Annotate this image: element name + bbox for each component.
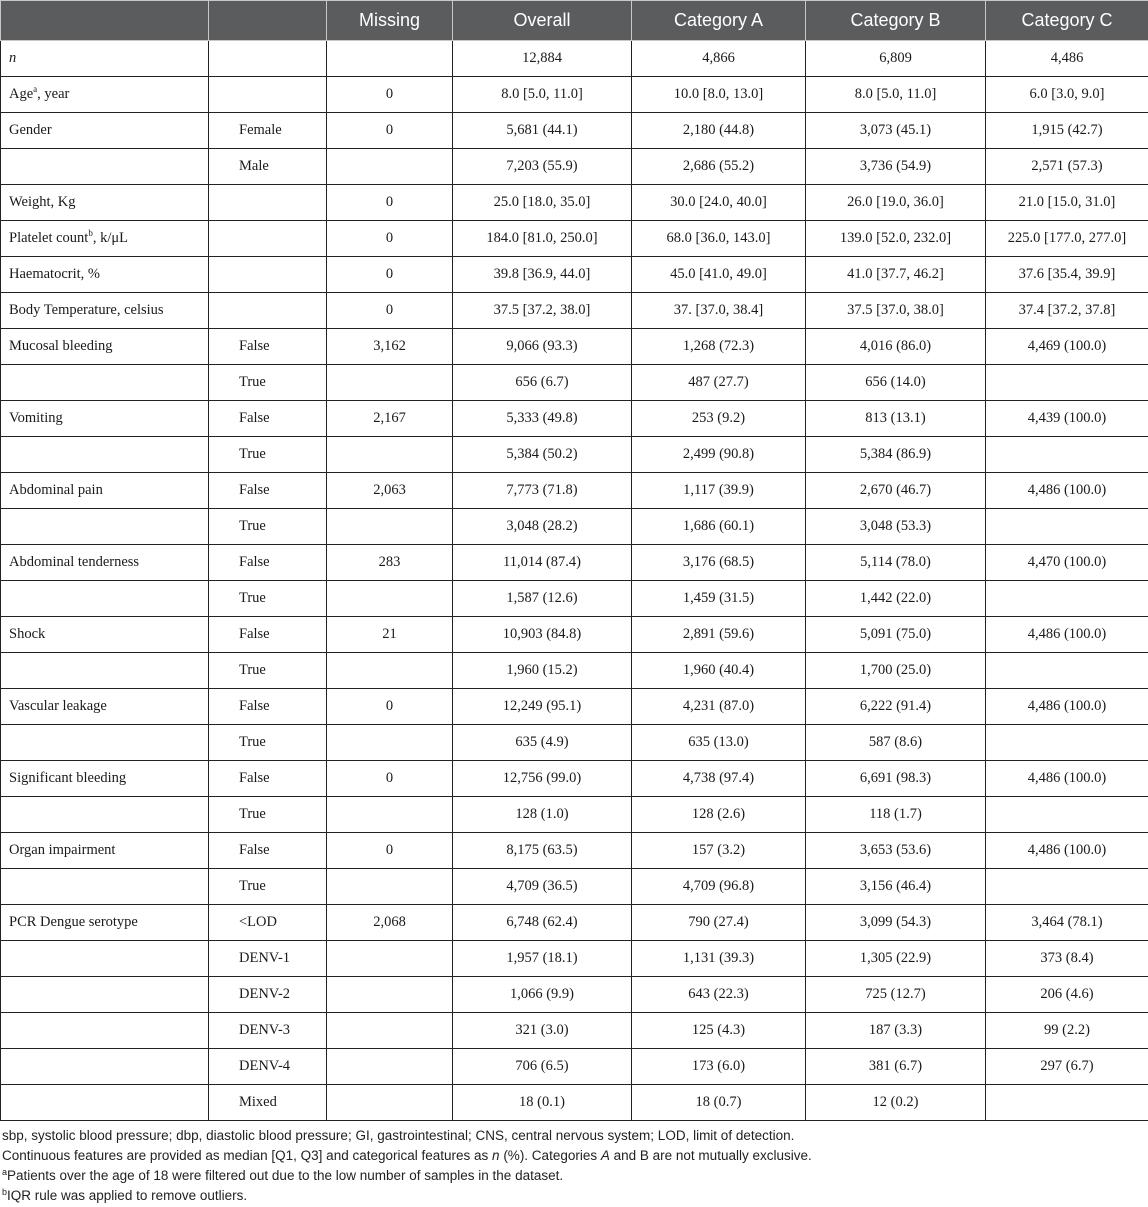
cell-category-b: 187 (3.3) bbox=[806, 1013, 986, 1049]
header-missing: Missing bbox=[327, 1, 453, 41]
footnote-marker-b: b bbox=[88, 228, 93, 238]
table-row bbox=[1, 293, 1148, 329]
cell-category-a: 173 (6.0) bbox=[632, 1049, 806, 1085]
row-label bbox=[1, 1085, 209, 1121]
row-label: Weight, Kg bbox=[1, 185, 209, 221]
cell-category-b: 1,305 (22.9) bbox=[806, 941, 986, 977]
table-row bbox=[1, 869, 1148, 905]
row-label: PCR Dengue serotype bbox=[1, 905, 209, 941]
cell-category-c: 4,439 (100.0) bbox=[986, 401, 1148, 437]
cell-missing: 2,063 bbox=[327, 473, 453, 509]
table-body-section-1 bbox=[1, 113, 1148, 221]
cell-category-a: 2,686 (55.2) bbox=[632, 149, 806, 185]
cell-category-c: 225.0 [177.0, 277.0] bbox=[986, 221, 1148, 257]
cell-overall: 25.0 [18.0, 35.0] bbox=[453, 185, 632, 221]
cell-category-c: 373 (8.4) bbox=[986, 941, 1148, 977]
cell-missing bbox=[327, 797, 453, 833]
row-sublabel: <LOD bbox=[209, 905, 327, 941]
cell-category-a: 18 (0.7) bbox=[632, 1085, 806, 1121]
cell-category-c: 3,464 (78.1) bbox=[986, 905, 1148, 941]
table-row bbox=[1, 977, 1148, 1013]
row-sublabel: False bbox=[209, 329, 327, 365]
header-category-b: Category B bbox=[806, 1, 986, 41]
cell-overall: 3,048 (28.2) bbox=[453, 509, 632, 545]
cell-category-a: 4,709 (96.8) bbox=[632, 869, 806, 905]
cell-overall: 9,066 (93.3) bbox=[453, 329, 632, 365]
cell-overall: 5,333 (49.8) bbox=[453, 401, 632, 437]
row-label: Organ impairment bbox=[1, 833, 209, 869]
row-label: Haematocrit, % bbox=[1, 257, 209, 293]
row-label: Vomiting bbox=[1, 401, 209, 437]
cell-category-a: 487 (27.7) bbox=[632, 365, 806, 401]
cell-category-c: 4,486 bbox=[986, 41, 1148, 77]
row-sublabel: True bbox=[209, 725, 327, 761]
table-row bbox=[1, 941, 1148, 977]
cell-category-c: 1,915 (42.7) bbox=[986, 113, 1148, 149]
cell-category-b: 3,099 (54.3) bbox=[806, 905, 986, 941]
cell-missing: 21 bbox=[327, 617, 453, 653]
footnotes bbox=[0, 1126, 1148, 1206]
cell-category-b: 5,114 (78.0) bbox=[806, 545, 986, 581]
cell-category-b: 12 (0.2) bbox=[806, 1085, 986, 1121]
cell-category-c: 21.0 [15.0, 31.0] bbox=[986, 185, 1148, 221]
cell-category-a: 1,117 (39.9) bbox=[632, 473, 806, 509]
table-row bbox=[1, 329, 1148, 365]
cell-overall: 1,066 (9.9) bbox=[453, 977, 632, 1013]
row-sublabel: False bbox=[209, 401, 327, 437]
cell-overall: 4,709 (36.5) bbox=[453, 869, 632, 905]
footnote-marker-a: a bbox=[33, 84, 38, 94]
cell-overall: 12,884 bbox=[453, 41, 632, 77]
row-sublabel bbox=[209, 77, 327, 113]
cell-category-c bbox=[986, 725, 1148, 761]
cell-category-a: 2,891 (59.6) bbox=[632, 617, 806, 653]
table-row bbox=[1, 689, 1148, 725]
cell-overall: 12,249 (95.1) bbox=[453, 689, 632, 725]
cell-category-c bbox=[986, 653, 1148, 689]
cell-category-c bbox=[986, 797, 1148, 833]
row-sublabel bbox=[209, 257, 327, 293]
cell-overall: 7,203 (55.9) bbox=[453, 149, 632, 185]
cell-overall: 37.5 [37.2, 38.0] bbox=[453, 293, 632, 329]
table-row bbox=[1, 365, 1148, 401]
table-row bbox=[1, 797, 1148, 833]
cell-category-c: 6.0 [3.0, 9.0] bbox=[986, 77, 1148, 113]
row-label bbox=[1, 437, 209, 473]
row-label bbox=[1, 509, 209, 545]
cell-category-c: 37.6 [35.4, 39.9] bbox=[986, 257, 1148, 293]
age-label: Age bbox=[9, 86, 34, 102]
cell-overall: 656 (6.7) bbox=[453, 365, 632, 401]
cell-overall: 1,957 (18.1) bbox=[453, 941, 632, 977]
header-overall: Overall bbox=[453, 1, 632, 41]
cell-overall: 7,773 (71.8) bbox=[453, 473, 632, 509]
row-sublabel: DENV-4 bbox=[209, 1049, 327, 1085]
cell-category-c: 4,486 (100.0) bbox=[986, 761, 1148, 797]
cell-category-c: 2,571 (57.3) bbox=[986, 149, 1148, 185]
cell-missing bbox=[327, 437, 453, 473]
cell-category-b: 3,653 (53.6) bbox=[806, 833, 986, 869]
cell-category-b: 4,016 (86.0) bbox=[806, 329, 986, 365]
cell-missing bbox=[327, 725, 453, 761]
cell-missing bbox=[327, 41, 453, 77]
row-sublabel: Male bbox=[209, 149, 327, 185]
table-row bbox=[1, 221, 1148, 257]
cell-category-b: 37.5 [37.0, 38.0] bbox=[806, 293, 986, 329]
cell-category-a: 1,131 (39.3) bbox=[632, 941, 806, 977]
cell-category-c bbox=[986, 437, 1148, 473]
row-sublabel bbox=[209, 185, 327, 221]
footnote-a-marker: a bbox=[2, 1167, 8, 1177]
cell-category-c: 99 (2.2) bbox=[986, 1013, 1148, 1049]
cell-category-b: 8.0 [5.0, 11.0] bbox=[806, 77, 986, 113]
table-row bbox=[1, 545, 1148, 581]
cell-missing: 0 bbox=[327, 257, 453, 293]
cell-category-a: 125 (4.3) bbox=[632, 1013, 806, 1049]
cell-overall: 6,748 (62.4) bbox=[453, 905, 632, 941]
cell-overall: 5,384 (50.2) bbox=[453, 437, 632, 473]
table-row bbox=[1, 77, 1148, 113]
cell-category-b: 5,384 (86.9) bbox=[806, 437, 986, 473]
footnote-summary-text: Continuous features are provided as median [Q1, Q3] and categorical features as bbox=[2, 1148, 493, 1163]
platelet-label-unit: , k/μL bbox=[92, 230, 128, 246]
cell-category-a: 2,499 (90.8) bbox=[632, 437, 806, 473]
row-label: Abdominal pain bbox=[1, 473, 209, 509]
cell-category-a: 635 (13.0) bbox=[632, 725, 806, 761]
cell-category-c: 4,486 (100.0) bbox=[986, 617, 1148, 653]
table-row bbox=[1, 113, 1148, 149]
cell-category-b: 5,091 (75.0) bbox=[806, 617, 986, 653]
cell-missing: 283 bbox=[327, 545, 453, 581]
cell-missing: 0 bbox=[327, 185, 453, 221]
row-label bbox=[1, 977, 209, 1013]
table-row bbox=[1, 1013, 1148, 1049]
cell-missing bbox=[327, 509, 453, 545]
cell-missing bbox=[327, 581, 453, 617]
row-sublabel bbox=[209, 41, 327, 77]
cell-category-a: 1,686 (60.1) bbox=[632, 509, 806, 545]
table-row bbox=[1, 833, 1148, 869]
header-row bbox=[1, 1, 1148, 41]
row-label bbox=[1, 653, 209, 689]
footnote-b-text: IQR rule was applied to remove outliers. bbox=[7, 1188, 248, 1203]
cell-category-b: 1,442 (22.0) bbox=[806, 581, 986, 617]
cell-category-a: 2,180 (44.8) bbox=[632, 113, 806, 149]
cell-category-c: 4,486 (100.0) bbox=[986, 689, 1148, 725]
cell-category-a: 30.0 [24.0, 40.0] bbox=[632, 185, 806, 221]
row-sublabel: Mixed bbox=[209, 1085, 327, 1121]
row-label: Significant bleeding bbox=[1, 761, 209, 797]
cell-missing bbox=[327, 1049, 453, 1085]
cell-category-c: 4,470 (100.0) bbox=[986, 545, 1148, 581]
cell-category-a: 1,459 (31.5) bbox=[632, 581, 806, 617]
footnote-summary-text: and B are not mutually exclusive. bbox=[609, 1148, 812, 1163]
cell-category-b: 6,691 (98.3) bbox=[806, 761, 986, 797]
footnote-b-marker: b bbox=[2, 1187, 8, 1197]
cell-missing: 0 bbox=[327, 113, 453, 149]
cell-category-c bbox=[986, 869, 1148, 905]
table-row bbox=[1, 617, 1148, 653]
cell-overall: 1,960 (15.2) bbox=[453, 653, 632, 689]
row-sublabel: True bbox=[209, 653, 327, 689]
cell-category-a: 68.0 [36.0, 143.0] bbox=[632, 221, 806, 257]
row-label: Shock bbox=[1, 617, 209, 653]
footnote-summary-text: (%). Categories bbox=[499, 1148, 601, 1163]
cell-missing bbox=[327, 1085, 453, 1121]
footnote-summary-n: n bbox=[492, 1148, 500, 1163]
row-sublabel: True bbox=[209, 365, 327, 401]
cell-category-c: 206 (4.6) bbox=[986, 977, 1148, 1013]
table-row bbox=[1, 401, 1148, 437]
footnote-a bbox=[0, 1166, 1148, 1186]
cell-category-c: 37.4 [37.2, 37.8] bbox=[986, 293, 1148, 329]
table-row bbox=[1, 653, 1148, 689]
cell-missing bbox=[327, 365, 453, 401]
table-row bbox=[1, 905, 1148, 941]
row-sublabel: True bbox=[209, 797, 327, 833]
header-category-a: Category A bbox=[632, 1, 806, 41]
cell-overall: 706 (6.5) bbox=[453, 1049, 632, 1085]
cell-category-a: 253 (9.2) bbox=[632, 401, 806, 437]
cell-missing bbox=[327, 869, 453, 905]
table-row bbox=[1, 761, 1148, 797]
cell-overall: 11,014 (87.4) bbox=[453, 545, 632, 581]
row-sublabel bbox=[209, 293, 327, 329]
row-sublabel: True bbox=[209, 581, 327, 617]
cell-missing bbox=[327, 977, 453, 1013]
age-label-unit: , year bbox=[37, 86, 70, 102]
row-label bbox=[1, 797, 209, 833]
row-sublabel: Female bbox=[209, 113, 327, 149]
table-row bbox=[1, 437, 1148, 473]
header-label bbox=[1, 1, 209, 41]
cell-category-b: 3,736 (54.9) bbox=[806, 149, 986, 185]
cell-overall: 128 (1.0) bbox=[453, 797, 632, 833]
row-sublabel: False bbox=[209, 545, 327, 581]
row-label bbox=[1, 869, 209, 905]
cell-overall: 10,903 (84.8) bbox=[453, 617, 632, 653]
cell-category-b: 3,073 (45.1) bbox=[806, 113, 986, 149]
row-label bbox=[1, 365, 209, 401]
table-body-section-2 bbox=[1, 257, 1148, 1121]
platelet-label: Platelet count bbox=[9, 230, 89, 246]
cell-overall: 8.0 [5.0, 11.0] bbox=[453, 77, 632, 113]
cell-missing: 2,068 bbox=[327, 905, 453, 941]
table-row bbox=[1, 257, 1148, 293]
cell-category-a: 1,268 (72.3) bbox=[632, 329, 806, 365]
cell-category-b: 3,048 (53.3) bbox=[806, 509, 986, 545]
row-sublabel: True bbox=[209, 437, 327, 473]
row-label bbox=[1, 149, 209, 185]
row-sublabel: True bbox=[209, 509, 327, 545]
cell-overall: 184.0 [81.0, 250.0] bbox=[453, 221, 632, 257]
cell-category-c bbox=[986, 509, 1148, 545]
cell-missing: 0 bbox=[327, 77, 453, 113]
cell-category-b: 41.0 [37.7, 46.2] bbox=[806, 257, 986, 293]
cell-category-b: 6,222 (91.4) bbox=[806, 689, 986, 725]
header-category-c: Category C bbox=[986, 1, 1148, 41]
row-label bbox=[1, 941, 209, 977]
cell-overall: 8,175 (63.5) bbox=[453, 833, 632, 869]
cell-overall: 635 (4.9) bbox=[453, 725, 632, 761]
row-sublabel: DENV-3 bbox=[209, 1013, 327, 1049]
row-sublabel bbox=[209, 221, 327, 257]
cell-missing bbox=[327, 941, 453, 977]
cell-category-c bbox=[986, 365, 1148, 401]
footnote-abbreviations: sbp, systolic blood pressure; dbp, diastolic blood pressure; GI, gastrointestinal; CNS, central nervous system; LOD, limit of detection. bbox=[2, 1128, 795, 1143]
row-sublabel: DENV-1 bbox=[209, 941, 327, 977]
cell-overall: 321 (3.0) bbox=[453, 1013, 632, 1049]
row-label: n bbox=[1, 41, 209, 77]
cell-missing: 0 bbox=[327, 293, 453, 329]
cell-category-b: 813 (13.1) bbox=[806, 401, 986, 437]
row-sublabel: True bbox=[209, 869, 327, 905]
cell-category-b: 118 (1.7) bbox=[806, 797, 986, 833]
cell-category-b: 6,809 bbox=[806, 41, 986, 77]
cell-category-b: 139.0 [52.0, 232.0] bbox=[806, 221, 986, 257]
footnote-a-text: Patients over the age of 18 were filtered out due to the low number of samples in the dataset. bbox=[7, 1168, 564, 1183]
row-label: Body Temperature, celsius bbox=[1, 293, 209, 329]
cell-overall: 18 (0.1) bbox=[453, 1085, 632, 1121]
cell-missing: 0 bbox=[327, 761, 453, 797]
cell-overall: 1,587 (12.6) bbox=[453, 581, 632, 617]
row-label bbox=[1, 581, 209, 617]
row-label bbox=[1, 221, 209, 257]
cell-category-b: 587 (8.6) bbox=[806, 725, 986, 761]
cell-category-b: 656 (14.0) bbox=[806, 365, 986, 401]
cell-missing: 2,167 bbox=[327, 401, 453, 437]
footnote-summary bbox=[0, 1146, 1148, 1166]
row-sublabel: False bbox=[209, 761, 327, 797]
row-label: Mucosal bleeding bbox=[1, 329, 209, 365]
cell-category-a: 1,960 (40.4) bbox=[632, 653, 806, 689]
cell-category-a: 4,231 (87.0) bbox=[632, 689, 806, 725]
cell-missing: 0 bbox=[327, 833, 453, 869]
cell-category-a: 3,176 (68.5) bbox=[632, 545, 806, 581]
cell-category-c: 4,486 (100.0) bbox=[986, 473, 1148, 509]
table-row bbox=[1, 41, 1148, 77]
table-row bbox=[1, 1085, 1148, 1121]
cell-missing: 0 bbox=[327, 689, 453, 725]
table-row bbox=[1, 473, 1148, 509]
row-label bbox=[1, 77, 209, 113]
row-sublabel: False bbox=[209, 617, 327, 653]
cell-category-c bbox=[986, 1085, 1148, 1121]
cell-category-a: 37. [37.0, 38.4] bbox=[632, 293, 806, 329]
row-sublabel: False bbox=[209, 473, 327, 509]
table-row bbox=[1, 581, 1148, 617]
cell-category-c: 297 (6.7) bbox=[986, 1049, 1148, 1085]
cell-category-c: 4,469 (100.0) bbox=[986, 329, 1148, 365]
cell-category-b: 1,700 (25.0) bbox=[806, 653, 986, 689]
table-row bbox=[1, 1049, 1148, 1085]
cell-category-b: 381 (6.7) bbox=[806, 1049, 986, 1085]
cell-category-c bbox=[986, 581, 1148, 617]
cell-category-a: 790 (27.4) bbox=[632, 905, 806, 941]
header-sublabel bbox=[209, 1, 327, 41]
row-sublabel: DENV-2 bbox=[209, 977, 327, 1013]
cell-category-b: 3,156 (46.4) bbox=[806, 869, 986, 905]
cell-missing bbox=[327, 1013, 453, 1049]
cell-missing: 0 bbox=[327, 221, 453, 257]
cell-missing bbox=[327, 149, 453, 185]
cell-category-b: 725 (12.7) bbox=[806, 977, 986, 1013]
cell-category-a: 157 (3.2) bbox=[632, 833, 806, 869]
row-label bbox=[1, 725, 209, 761]
row-label bbox=[1, 1013, 209, 1049]
cell-category-b: 26.0 [19.0, 36.0] bbox=[806, 185, 986, 221]
cell-category-b: 2,670 (46.7) bbox=[806, 473, 986, 509]
cell-overall: 39.8 [36.9, 44.0] bbox=[453, 257, 632, 293]
row-label bbox=[1, 1049, 209, 1085]
cell-category-a: 10.0 [8.0, 13.0] bbox=[632, 77, 806, 113]
cell-missing: 3,162 bbox=[327, 329, 453, 365]
table-row bbox=[1, 509, 1148, 545]
table-row bbox=[1, 185, 1148, 221]
row-label: Vascular leakage bbox=[1, 689, 209, 725]
cell-overall: 5,681 (44.1) bbox=[453, 113, 632, 149]
cell-category-a: 643 (22.3) bbox=[632, 977, 806, 1013]
cell-category-a: 4,738 (97.4) bbox=[632, 761, 806, 797]
footnote-summary-a: A bbox=[600, 1148, 610, 1163]
cell-category-a: 45.0 [41.0, 49.0] bbox=[632, 257, 806, 293]
cell-overall: 12,756 (99.0) bbox=[453, 761, 632, 797]
cell-category-c: 4,486 (100.0) bbox=[986, 833, 1148, 869]
table-row bbox=[1, 149, 1148, 185]
cell-category-a: 128 (2.6) bbox=[632, 797, 806, 833]
cell-missing bbox=[327, 653, 453, 689]
table-row bbox=[1, 725, 1148, 761]
row-label: Gender bbox=[1, 113, 209, 149]
row-label: Abdominal tenderness bbox=[1, 545, 209, 581]
row-sublabel: False bbox=[209, 833, 327, 869]
footnote-b bbox=[0, 1186, 1148, 1206]
row-sublabel: False bbox=[209, 689, 327, 725]
cell-category-a: 4,866 bbox=[632, 41, 806, 77]
